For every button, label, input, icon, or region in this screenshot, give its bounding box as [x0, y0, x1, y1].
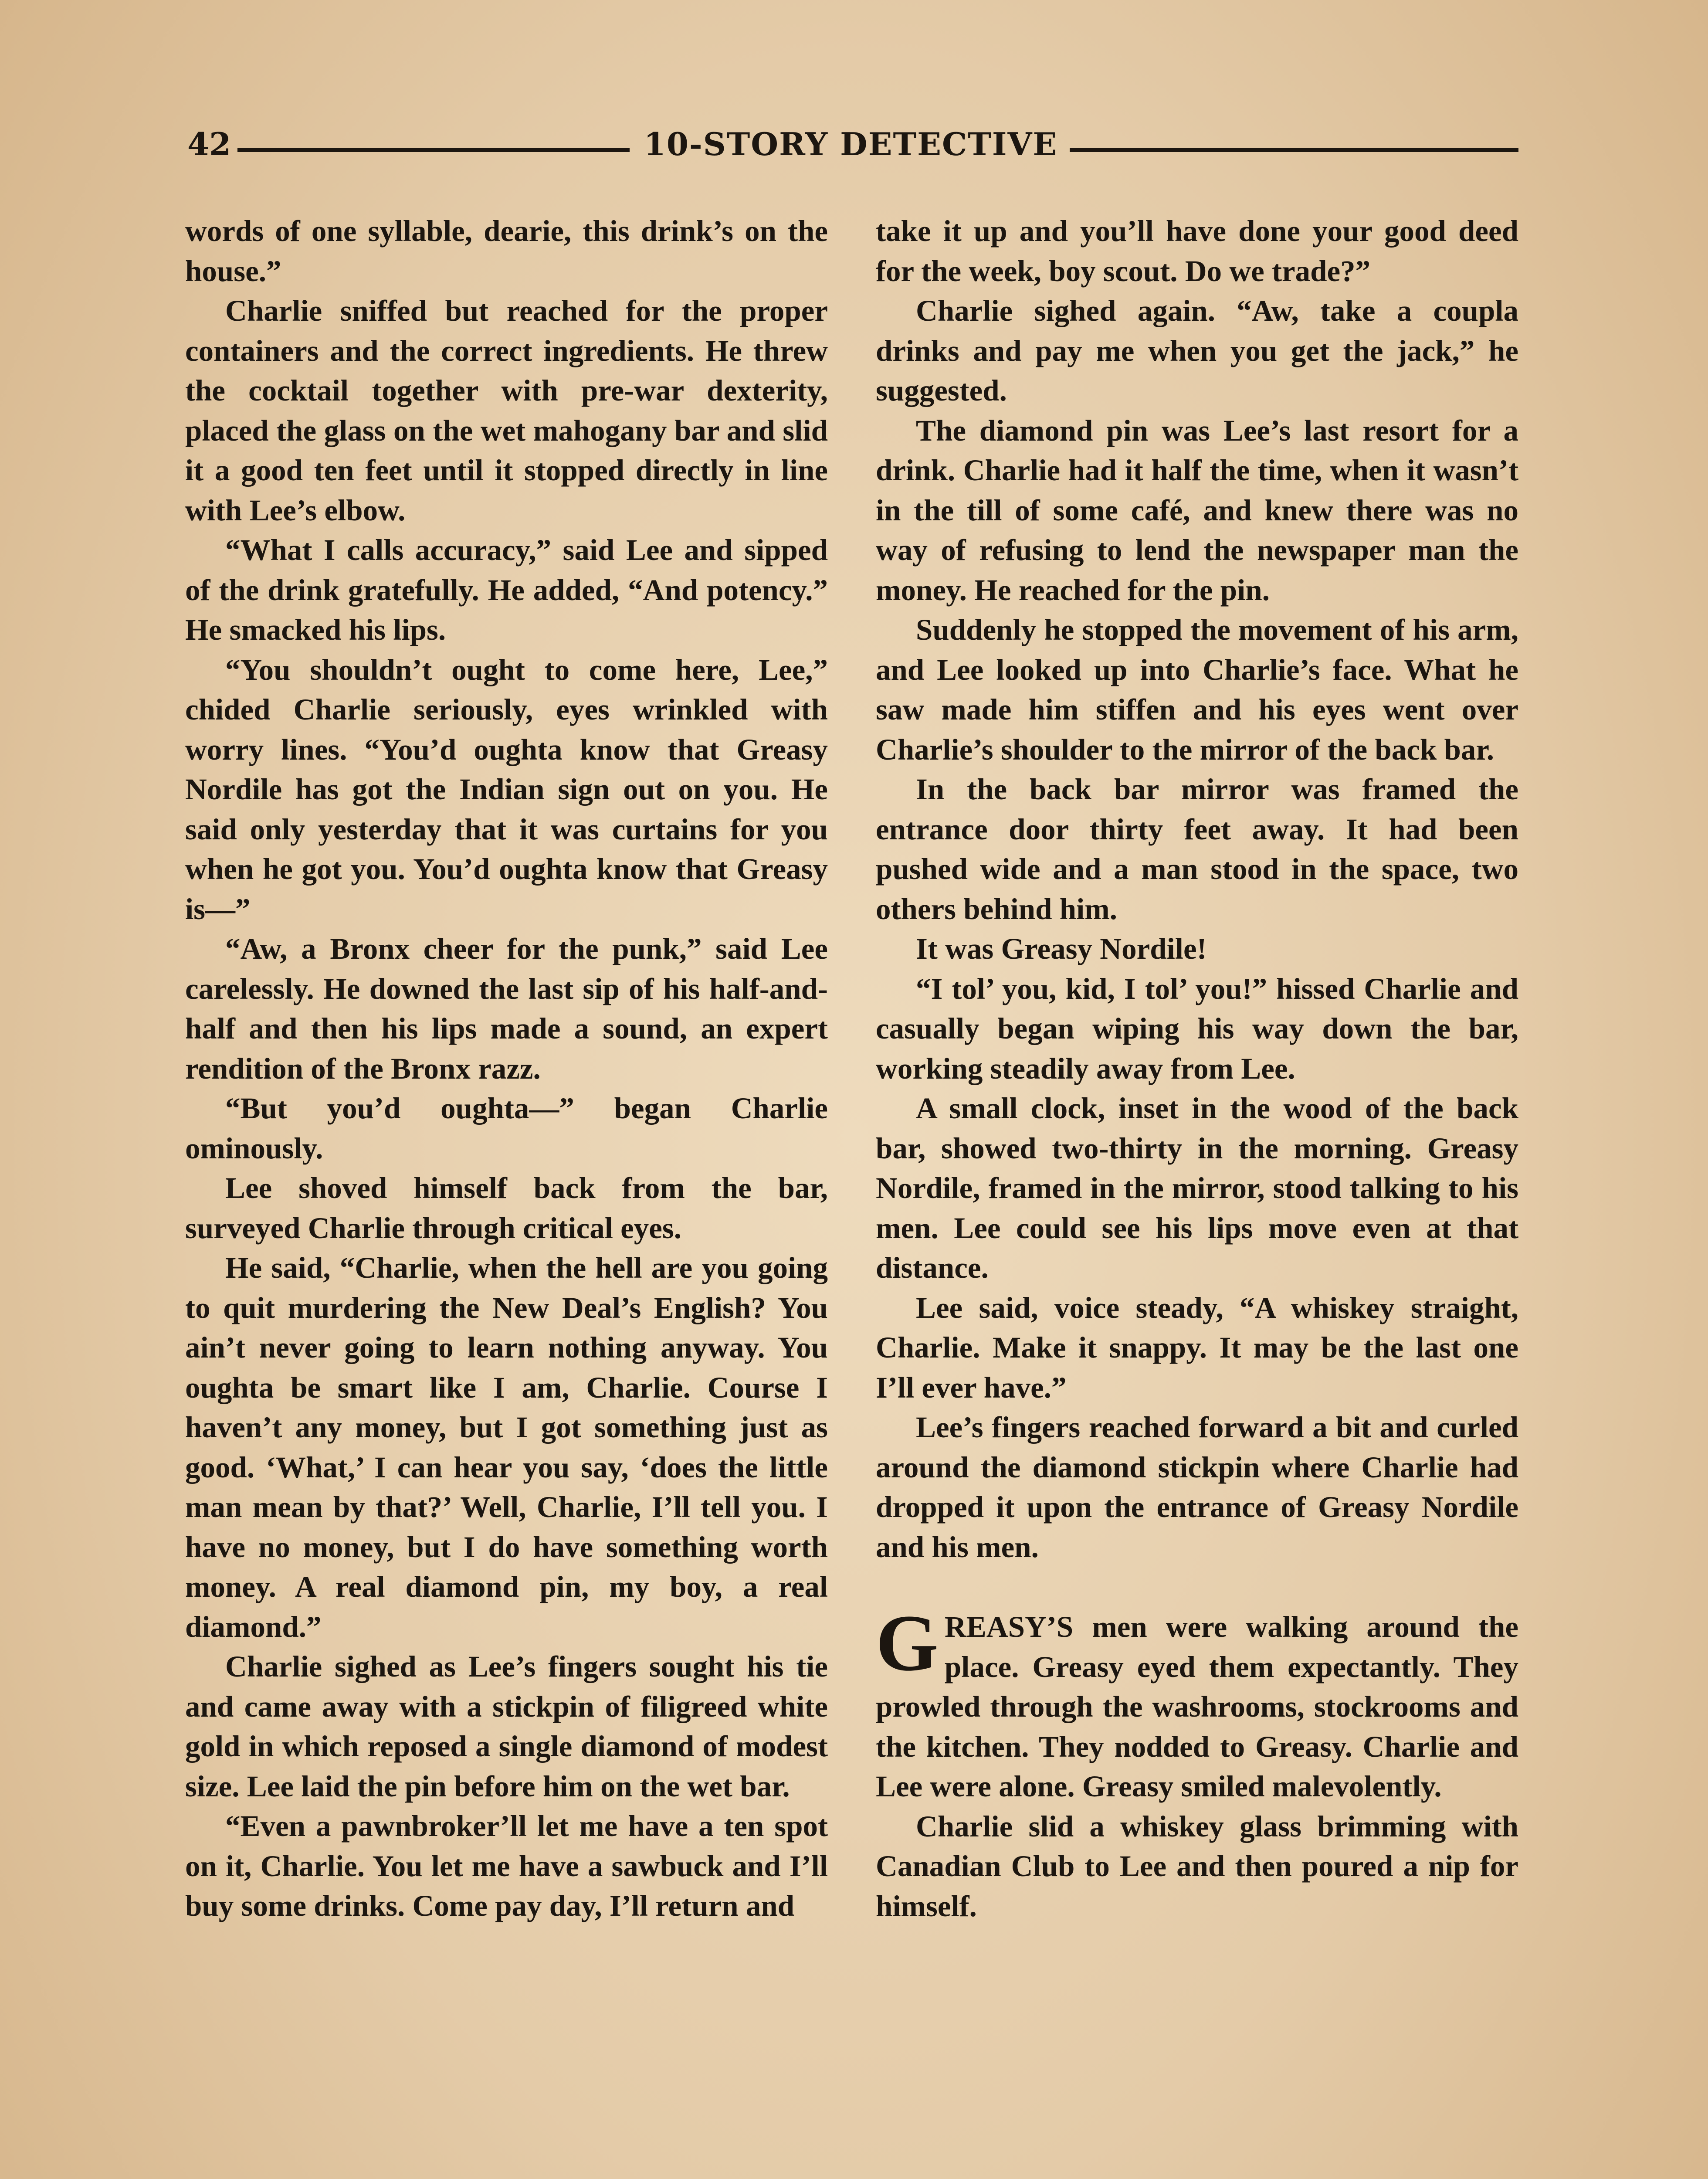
paragraph: Lee shoved himself back from the bar, surveyed Charlie through critical eyes.	[185, 1171, 828, 1245]
paragraph: The diamond pin was Lee’s last resort for a drink. Charlie had it half the time, when it wasn’t in the till of some café, and knew there was no way of refusing to lend the newspaper man the money. He reached for the pin.	[876, 414, 1518, 607]
paragraph: Suddenly he stopped the movement of his arm, and Lee looked up into Charlie’s face. What he saw made him stiffen and his eyes went over Charlie’s shoulder to the mirror of the back bar.	[876, 613, 1518, 766]
paragraph: “You shouldn’t ought to come here, Lee,” chided Charlie seriously, eyes wrinkled with worry lines. “You’d oughta know that Greasy Nordile has got the Indian sign out on you. He said only yesterday that it was curtains for you when he got you. You’d oughta know that Greasy is—”	[185, 653, 828, 926]
section-opening-paragraph	[876, 1599, 1518, 1807]
right-text-column	[876, 211, 1518, 1926]
section-opening-text: men were walking around the place. Greasy eyed them expectantly. They prowled through the washrooms, stockrooms and the kitchen. They nodded to Greasy. Charlie and Lee were alone. Greasy smiled malevolently.	[876, 1610, 1518, 1803]
paragraph: Charlie slid a whiskey glass brimming with Canadian Club to Lee and then poured a nip for himself.	[876, 1809, 1518, 1923]
drop-cap: G	[876, 1599, 939, 1688]
header-rule-left	[237, 148, 630, 152]
page-number: 42	[187, 126, 231, 163]
paragraph: “But you’d oughta—” began Charlie ominously.	[185, 1092, 828, 1165]
paragraph: “Even a pawnbroker’ll let me have a ten spot on it, Charlie. You let me have a sawbuck and I’ll buy some drinks. Come pay day, I’ll return and	[185, 1809, 828, 1922]
paragraph: It was Greasy Nordile!	[916, 932, 1207, 965]
paragraph: A small clock, inset in the wood of the back bar, showed two-thirty in the morning. Greasy Nordile, framed in the mirror, stood talking to his men. Lee could see his lips move even at that distance.	[876, 1092, 1518, 1284]
paragraph: take it up and you’ll have done your good deed for the week, boy scout. Do we trade?”	[876, 214, 1518, 288]
paragraph: Charlie sniffed but reached for the proper containers and the correct ingredients. He threw the cocktail together with pre-war dexterity, placed the glass on the wet mahogany bar and slid it a good ten feet until it stopped directly in line with Lee’s elbow.	[185, 294, 828, 527]
paragraph: Charlie sighed as Lee’s fingers sought his tie and came away with a stickpin of filigreed white gold in which reposed a single diamond of modest size. Lee laid the pin before him on the wet bar.	[185, 1650, 828, 1803]
paragraph: In the back bar mirror was framed the entrance door thirty feet away. It had been pushed wide and a man stood in the space, two others behind him.	[876, 773, 1518, 926]
paragraph: “What I calls accuracy,” said Lee and sipped of the drink gratefully. He added, “And potency.” He smacked his lips.	[185, 533, 828, 646]
paragraph: He said, “Charlie, when the hell are you going to quit murdering the New Deal’s English? You ain’t never going to learn nothing anyway. You oughta be smart like I am, Charlie. Course I haven’t any money, but I got something just as good. ‘What,’ I can hear you say, ‘does the little man mean by that?’ Well, Charlie, I’ll tell you. I have no money, but I do have something worth money. A real diamond pin, my boy, a real diamond.”	[185, 1251, 828, 1643]
paragraph: Charlie sighed again. “Aw, take a coupla drinks and pay me when you get the jack,” he suggested.	[876, 294, 1518, 407]
lead-in-caps: REASY’S	[944, 1610, 1074, 1643]
paragraph: words of one syllable, dearie, this drink’s on the house.”	[185, 214, 828, 288]
paragraph: “Aw, a Bronx cheer for the punk,” said Lee carelessly. He downed the last sip of his half-and-half and then his lips made a sound, an expert rendition of the Bronx razz.	[185, 932, 828, 1085]
paragraph: “I tol’ you, kid, I tol’ you!” hissed Charlie and casually began wiping his way down the bar, working steadily away from Lee.	[876, 972, 1518, 1085]
header-rule-right	[1070, 148, 1518, 152]
running-title: 10-STORY DETECTIVE	[644, 126, 1058, 163]
left-text-column	[185, 211, 828, 1926]
paragraph: Lee’s fingers reached forward a bit and curled around the diamond stickpin where Charlie had dropped it upon the entrance of Greasy Nordile and his men.	[876, 1411, 1518, 1564]
paragraph: Lee said, voice steady, “A whiskey straight, Charlie. Make it snappy. It may be the last one I’ll ever have.”	[876, 1291, 1518, 1404]
